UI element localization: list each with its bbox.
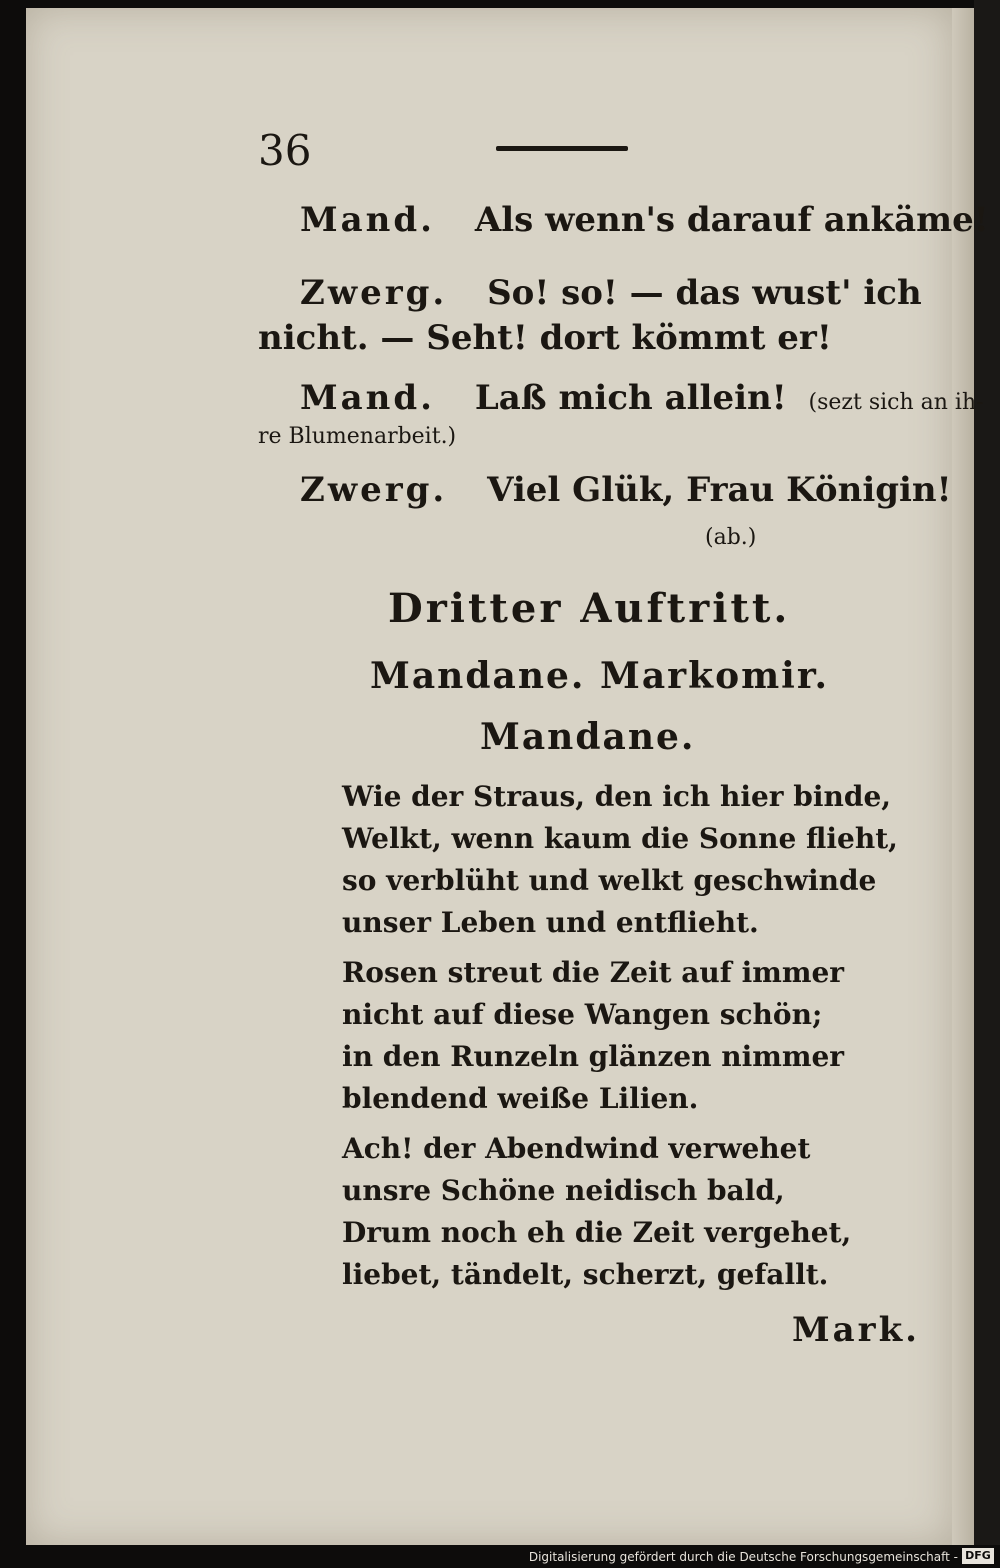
stage-direction: re Blumenarbeit.) bbox=[258, 424, 457, 449]
line-text: nicht. — Seht! dort kömmt er! bbox=[258, 318, 832, 358]
dfg-logo: DFG bbox=[962, 1548, 994, 1564]
line-text: So! so! — das wust' ich bbox=[487, 273, 922, 313]
verse-line: unser Leben und entflieht. bbox=[342, 906, 759, 939]
header-rule bbox=[496, 146, 628, 151]
stage-direction: (sezt sich an ih- bbox=[808, 390, 984, 415]
verse-line: Rosen streut die Zeit auf immer bbox=[342, 956, 845, 989]
line-text: Als wenn's darauf ankäme! bbox=[474, 200, 989, 240]
verse-line: Welkt, wenn kaum die Sonne flieht, bbox=[342, 822, 898, 855]
verse-line: unsre Schöne neidisch bald, bbox=[342, 1174, 785, 1207]
dialogue-line bbox=[300, 378, 984, 418]
characters-line: Mandane. Markomir. bbox=[370, 655, 830, 697]
verse-line: in den Runzeln glänzen nimmer bbox=[342, 1040, 845, 1073]
verse-line: Drum noch eh die Zeit vergehet, bbox=[342, 1216, 852, 1249]
verse-line: Ach! der Abendwind verwehet bbox=[342, 1132, 811, 1165]
singer-name: Mandane. bbox=[480, 716, 696, 758]
stage-direction: (ab.) bbox=[705, 525, 757, 550]
speaker-name: Mand. bbox=[300, 200, 435, 240]
footer-bar bbox=[0, 1545, 1000, 1568]
speaker-name: Mand. bbox=[300, 378, 435, 418]
verse-line: liebet, tändelt, scherzt, gefallt. bbox=[342, 1258, 829, 1291]
page-number: 36 bbox=[258, 126, 312, 175]
dialogue-line bbox=[300, 273, 922, 313]
dialogue-line bbox=[300, 200, 989, 240]
scene-heading: Dritter Auftritt. bbox=[388, 585, 791, 632]
catchword: Mark. bbox=[792, 1310, 920, 1350]
verse-line: nicht auf diese Wangen schön; bbox=[342, 998, 823, 1031]
speaker-name: Zwerg. bbox=[300, 273, 448, 313]
verse-line: so verblüht und welkt geschwinde bbox=[342, 864, 877, 897]
dialogue-line bbox=[300, 470, 952, 510]
dialogue-line bbox=[258, 318, 832, 358]
verse-line: blendend weiße Lilien. bbox=[342, 1082, 699, 1115]
funding-notice: Digitalisierung gefördert durch die Deutsche Forschungsgemeinschaft - bbox=[528, 1550, 958, 1564]
line-text: Viel Glük, Frau Königin! bbox=[487, 470, 952, 510]
verse-line: Wie der Straus, den ich hier binde, bbox=[342, 780, 892, 813]
speaker-name: Zwerg. bbox=[300, 470, 448, 510]
line-text: Laß mich allein! bbox=[474, 378, 787, 418]
